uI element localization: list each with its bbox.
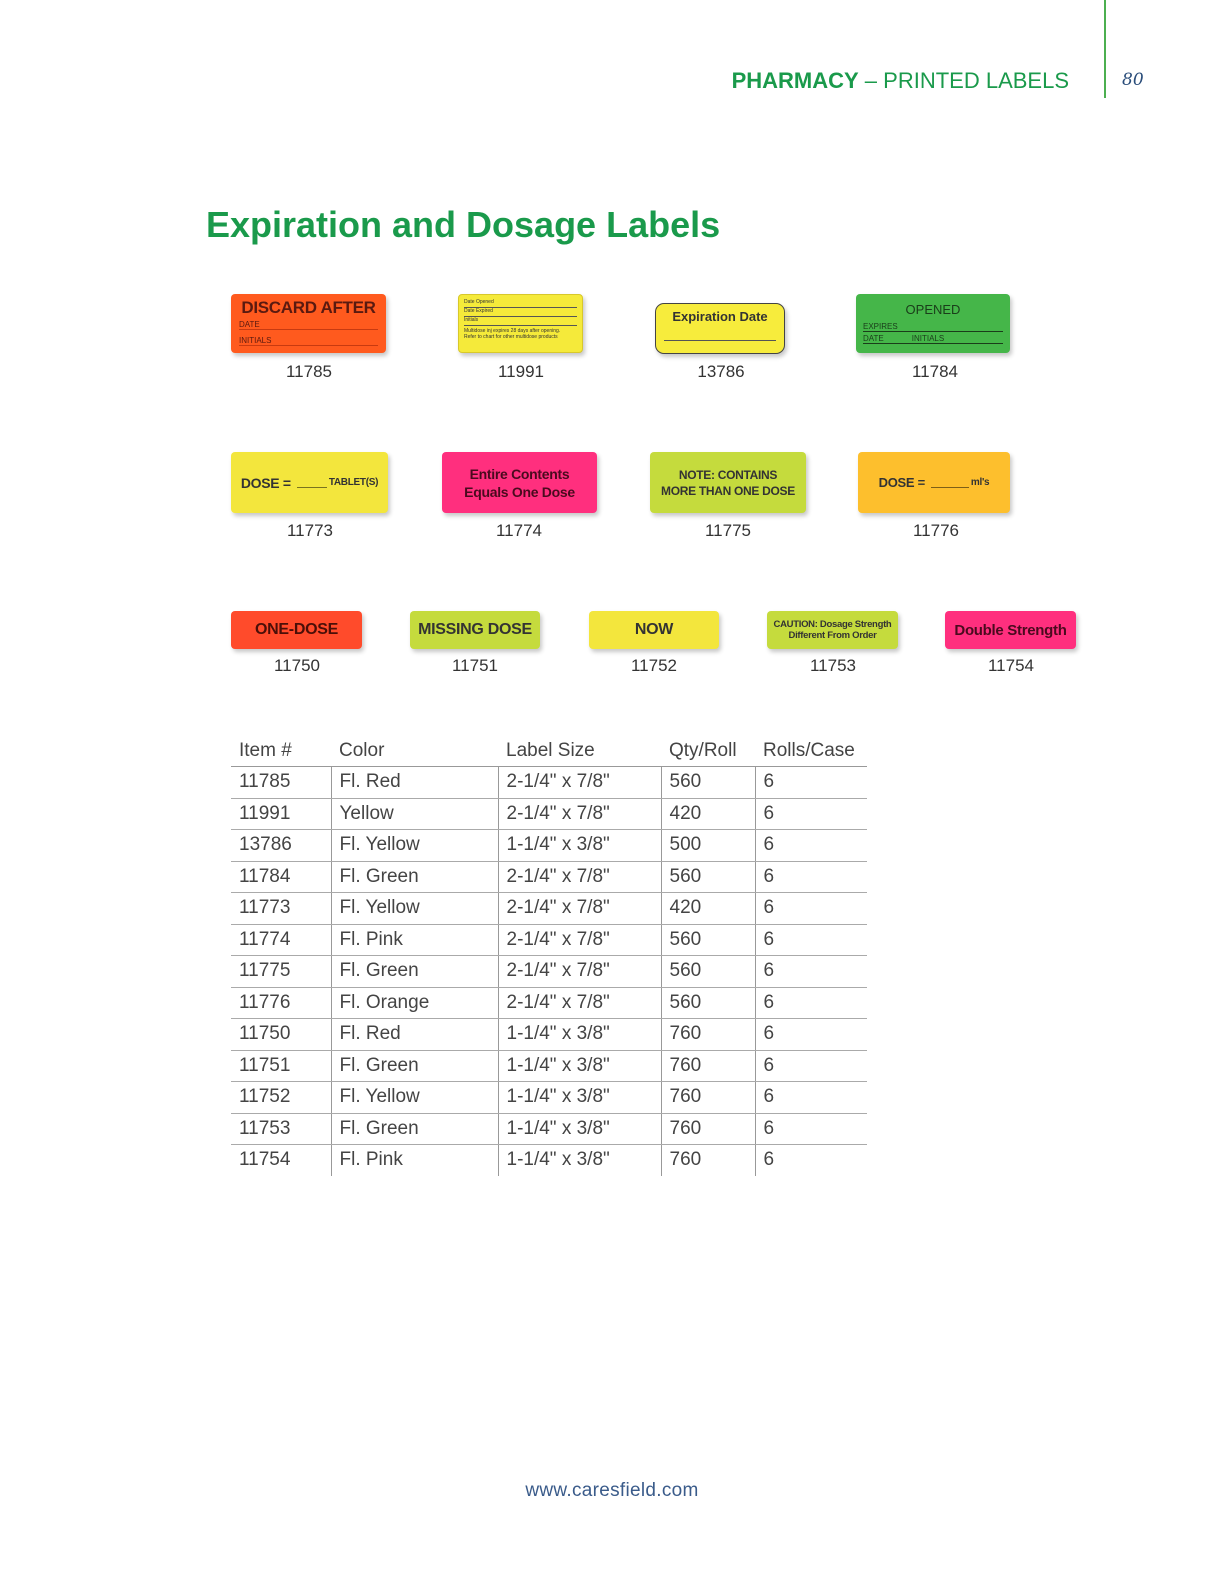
cell-item: 11750 bbox=[231, 1019, 331, 1051]
label-code-11754: 11754 bbox=[987, 656, 1034, 675]
label-11784-title: OPENED bbox=[905, 302, 961, 317]
cell-item: 11774 bbox=[231, 924, 331, 956]
cell-item: 11773 bbox=[231, 893, 331, 925]
label-11776-dose: DOSE = bbox=[878, 475, 925, 490]
table-row bbox=[231, 1145, 867, 1176]
label-code-11776: 11776 bbox=[912, 521, 959, 540]
label-11991-line-opened: Date Opened bbox=[464, 299, 577, 308]
table-row bbox=[231, 767, 867, 799]
cell-size: 2-1/4" x 7/8" bbox=[498, 956, 661, 988]
label-code-11785: 11785 bbox=[285, 362, 332, 381]
cell-color: Fl. Pink bbox=[331, 924, 498, 956]
cell-item: 11785 bbox=[231, 767, 331, 799]
label-11774 bbox=[442, 452, 597, 513]
label-11775-line-1: NOTE: CONTAINS bbox=[678, 467, 778, 482]
cell-rolls: 6 bbox=[755, 893, 867, 925]
label-11773-blank bbox=[297, 477, 327, 488]
cell-color: Fl. Green bbox=[331, 861, 498, 893]
cell-size: 2-1/4" x 7/8" bbox=[498, 861, 661, 893]
cell-item: 11784 bbox=[231, 861, 331, 893]
cell-qty: 760 bbox=[661, 1145, 755, 1176]
label-11754-text: Double Strength bbox=[954, 621, 1067, 639]
item-table bbox=[231, 736, 867, 1176]
label-11773 bbox=[231, 452, 388, 513]
label-11785-initials-line: INITIALS bbox=[239, 336, 378, 346]
cell-size: 2-1/4" x 7/8" bbox=[498, 893, 661, 925]
label-code-11752: 11752 bbox=[630, 656, 677, 675]
label-code-11751: 11751 bbox=[451, 656, 498, 675]
page-number: 80 bbox=[1122, 70, 1144, 90]
cell-size: 2-1/4" x 7/8" bbox=[498, 987, 661, 1019]
cell-color: Fl. Yellow bbox=[331, 893, 498, 925]
footer-url[interactable]: www.caresfield.com bbox=[525, 1480, 699, 1501]
cell-size: 2-1/4" x 7/8" bbox=[498, 924, 661, 956]
page-title: Expiration and Dosage Labels bbox=[206, 204, 721, 245]
header-section: PHARMACY bbox=[731, 68, 859, 93]
label-11750-text: ONE-DOSE bbox=[255, 621, 338, 638]
cell-color: Fl. Orange bbox=[331, 987, 498, 1019]
cell-size: 1-1/4" x 3/8" bbox=[498, 1145, 661, 1176]
cell-qty: 560 bbox=[661, 767, 755, 799]
table-row bbox=[231, 924, 867, 956]
cell-color: Fl. Red bbox=[331, 1019, 498, 1051]
cell-item: 11752 bbox=[231, 1082, 331, 1114]
label-11752 bbox=[589, 611, 719, 649]
label-11785 bbox=[231, 294, 386, 353]
cell-size: 1-1/4" x 3/8" bbox=[498, 1082, 661, 1114]
cell-qty: 760 bbox=[661, 1113, 755, 1145]
label-11784-date-line: DATE INITIALS bbox=[863, 334, 1003, 344]
cell-qty: 760 bbox=[661, 1050, 755, 1082]
label-11774-line-1: Entire Contents bbox=[469, 465, 570, 482]
label-11784 bbox=[856, 294, 1010, 353]
table-row bbox=[231, 893, 867, 925]
cell-color: Fl. Yellow bbox=[331, 830, 498, 862]
label-11752-text: NOW bbox=[634, 621, 674, 638]
label-13786-blank-line bbox=[664, 340, 776, 341]
cell-rolls: 6 bbox=[755, 924, 867, 956]
cell-size: 2-1/4" x 7/8" bbox=[498, 767, 661, 799]
table-row bbox=[231, 1050, 867, 1082]
cell-item: 11751 bbox=[231, 1050, 331, 1082]
cell-item: 11775 bbox=[231, 956, 331, 988]
label-11751 bbox=[410, 611, 540, 649]
label-11991-line-initials: Initials bbox=[464, 317, 577, 326]
cell-qty: 420 bbox=[661, 893, 755, 925]
label-11784-expires-line: EXPIRES bbox=[863, 322, 1003, 332]
cell-item: 11753 bbox=[231, 1113, 331, 1145]
cell-item: 11776 bbox=[231, 987, 331, 1019]
header-separator: – bbox=[858, 68, 884, 93]
cell-color: Yellow bbox=[331, 798, 498, 830]
table-row bbox=[231, 798, 867, 830]
label-11753 bbox=[767, 611, 898, 649]
table-row bbox=[231, 987, 867, 1019]
label-11773-dose: DOSE = bbox=[240, 474, 291, 491]
cell-color: Fl. Red bbox=[331, 767, 498, 799]
table-row bbox=[231, 830, 867, 862]
label-code-11753: 11753 bbox=[809, 656, 856, 675]
table-row bbox=[231, 956, 867, 988]
label-11753-line-1: CAUTION: Dosage Strength bbox=[773, 619, 892, 630]
table-header-row bbox=[231, 736, 867, 767]
table-row bbox=[231, 1082, 867, 1114]
label-11753-line-2: Different From Order bbox=[788, 630, 877, 641]
header-item: Item # bbox=[231, 736, 331, 767]
cell-color: Fl. Pink bbox=[331, 1145, 498, 1176]
label-11785-date-line: DATE bbox=[239, 320, 378, 330]
label-code-11750: 11750 bbox=[273, 656, 320, 675]
running-header bbox=[732, 68, 1069, 94]
label-13786 bbox=[655, 303, 785, 354]
label-code-11773: 11773 bbox=[286, 521, 333, 540]
label-code-11775: 11775 bbox=[704, 521, 751, 540]
label-11775 bbox=[650, 452, 806, 513]
cell-qty: 420 bbox=[661, 798, 755, 830]
label-code-11784: 11784 bbox=[911, 362, 958, 381]
table-row bbox=[231, 1113, 867, 1145]
label-11773-unit: TABLET(S) bbox=[328, 477, 379, 488]
cell-color: Fl. Green bbox=[331, 1050, 498, 1082]
label-11991-note-1: Multidose inj expires 28 days after opening. bbox=[464, 328, 561, 334]
cell-rolls: 6 bbox=[755, 987, 867, 1019]
cell-qty: 560 bbox=[661, 924, 755, 956]
label-11991-note-2: Refer to chart for other multidose products bbox=[464, 334, 558, 340]
label-11776-unit: ml's bbox=[970, 477, 990, 488]
header-qty-roll: Qty/Roll bbox=[661, 736, 755, 767]
header-color: Color bbox=[331, 736, 498, 767]
header-divider bbox=[1104, 0, 1106, 98]
cell-rolls: 6 bbox=[755, 1082, 867, 1114]
cell-qty: 760 bbox=[661, 1082, 755, 1114]
cell-rolls: 6 bbox=[755, 1113, 867, 1145]
label-code-13786: 13786 bbox=[697, 362, 745, 381]
table-row bbox=[231, 861, 867, 893]
label-11774-line-2: Equals One Dose bbox=[464, 483, 575, 500]
label-11751-text: MISSING DOSE bbox=[418, 621, 532, 638]
label-11776-blank bbox=[931, 477, 969, 488]
cell-qty: 560 bbox=[661, 861, 755, 893]
label-11776 bbox=[858, 452, 1010, 513]
cell-item: 11754 bbox=[239, 1149, 291, 1171]
label-11991-line-expired: Date Expired bbox=[464, 308, 577, 317]
cell-rolls: 6 bbox=[755, 767, 867, 799]
cell-qty: 500 bbox=[661, 830, 755, 862]
cell-item: 11991 bbox=[231, 798, 331, 830]
header-label-size: Label Size bbox=[498, 736, 661, 767]
cell-rolls: 6 bbox=[755, 830, 867, 862]
cell-qty: 760 bbox=[661, 1019, 755, 1051]
cell-size: 1-1/4" x 3/8" bbox=[498, 1113, 661, 1145]
label-code-11774: 11774 bbox=[495, 521, 542, 540]
label-11754 bbox=[945, 611, 1076, 649]
cell-item: 13786 bbox=[231, 830, 331, 862]
header-rolls-case: Rolls/Case bbox=[755, 736, 867, 767]
label-code-11991: 11991 bbox=[497, 362, 544, 381]
cell-size: 1-1/4" x 3/8" bbox=[498, 1019, 661, 1051]
cell-size: 1-1/4" x 3/8" bbox=[498, 1050, 661, 1082]
cell-rolls: 6 bbox=[755, 861, 867, 893]
cell-size: 2-1/4" x 7/8" bbox=[498, 798, 661, 830]
cell-rolls: 6 bbox=[755, 798, 867, 830]
cell-color: Fl. Yellow bbox=[331, 1082, 498, 1114]
cell-rolls: 6 bbox=[755, 956, 867, 988]
cell-rolls: 6 bbox=[755, 1145, 867, 1176]
header-subsection: PRINTED LABELS bbox=[883, 68, 1069, 93]
cell-size: 1-1/4" x 3/8" bbox=[498, 830, 661, 862]
cell-rolls: 6 bbox=[755, 1050, 867, 1082]
cell-rolls: 6 bbox=[755, 1019, 867, 1051]
label-11750 bbox=[231, 611, 362, 649]
label-11785-title: DISCARD AFTER bbox=[241, 298, 376, 317]
table-row bbox=[231, 1019, 867, 1051]
cell-color: Fl. Green bbox=[331, 956, 498, 988]
cell-qty: 560 bbox=[661, 956, 755, 988]
label-11991 bbox=[458, 294, 583, 353]
cell-qty: 560 bbox=[661, 987, 755, 1019]
cell-color: Fl. Green bbox=[331, 1113, 498, 1145]
label-11775-line-2: MORE THAN ONE DOSE bbox=[661, 483, 795, 498]
label-13786-title: Expiration Date bbox=[672, 309, 768, 324]
